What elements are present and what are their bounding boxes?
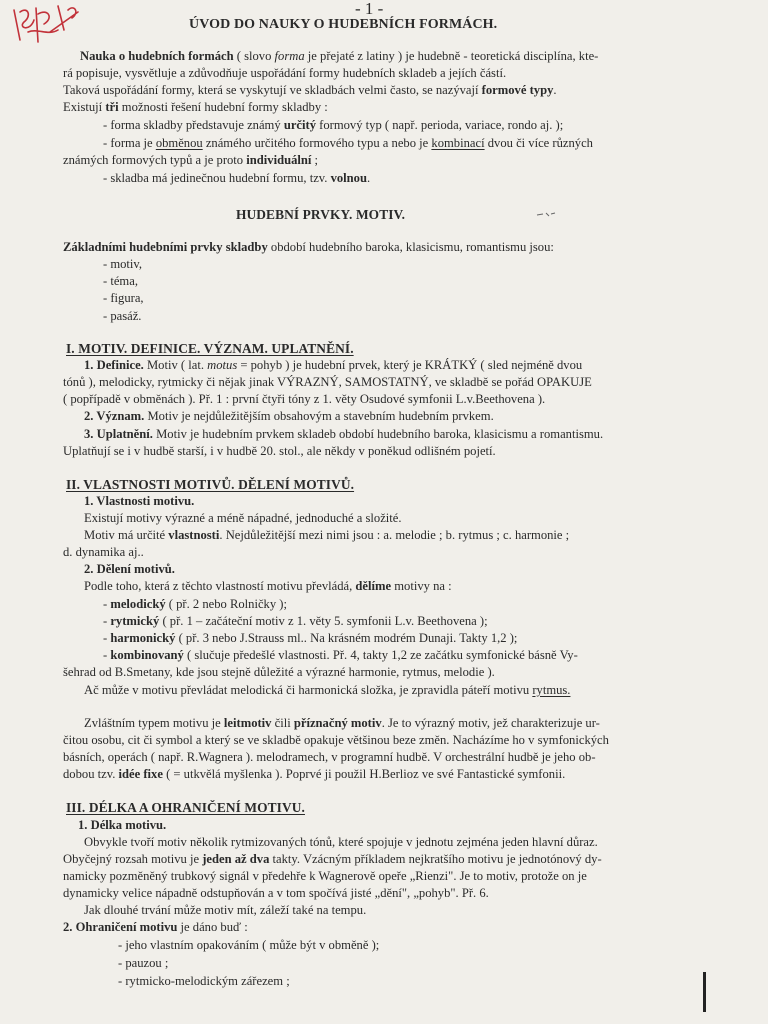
uplatneni-line-2: Uplatňují se i v hudbě starší, i v hudbě 20. stol., ale někdy v poněkud odlišném pojetí. bbox=[63, 444, 496, 458]
intro-line-1: Nauka o hudebních formách ( slovo forma je přejaté z latiny ) je hudebně - teoretická disciplína, kte- bbox=[80, 49, 599, 63]
motiv-type-melodicky: - melodický ( př. 2 nebo Rolničky ); bbox=[103, 597, 287, 611]
section-heading-3: III. DÉLKA A OHRANIČENÍ MOTIVU. bbox=[66, 800, 305, 815]
motiv-type-rytmicky: - rytmický ( př. 1 – začáteční motiv z 1. věty 5. symfonii L.v. Beethovena ); bbox=[103, 614, 488, 628]
motiv-type-harmonicky: - harmonický ( př. 3 nebo J.Strauss ml.. Na krásném modrém Dunaji. Takty 1,2 ); bbox=[103, 631, 518, 645]
prvky-item: - téma, bbox=[103, 274, 138, 288]
uplatneni-line-1: 3. Uplatnění. Motiv je hudebním prvkem skladeb období hudebního baroka, klasicismu a romantismu. bbox=[84, 427, 604, 441]
prvky-item: - motiv, bbox=[103, 257, 143, 271]
section-heading-1: I. MOTIV. DEFINICE. VÝZNAM. UPLATNĚNÍ. bbox=[66, 341, 354, 356]
section-heading-prvky: HUDEBNÍ PRVKY. MOTIV. bbox=[236, 207, 406, 222]
intro-bullet-3: - skladba má jedinečnou hudební formu, tzv. volnou. bbox=[103, 171, 371, 185]
subheading-delka: 1. Délka motivu. bbox=[78, 818, 167, 832]
page-title: ÚVOD DO NAUKY O HUDEBNÍCH FORMÁCH. bbox=[189, 17, 498, 32]
delka-line-3: namicky pozměněný trubkový signál v předehře k Wagnerově opeře „Rienzi". Je to motiv, protože on je bbox=[63, 869, 587, 883]
vlastnosti-line-1: Existují motivy výrazné a méně nápadné, jednoduché a složité. bbox=[84, 511, 402, 525]
vyznam-line: 2. Význam. Motiv je nejdůležitějším obsahovým a stavebním hudebním prvkem. bbox=[84, 409, 494, 423]
prvky-item: - pasáž. bbox=[103, 309, 142, 323]
leitmotiv-line-1: Zvláštním typem motivu je leitmotiv čili příznačný motiv. Je to výrazný motiv, jež charakterizuje ur- bbox=[84, 716, 600, 730]
page-number: - 1 - bbox=[355, 0, 384, 18]
intro-line-3: Taková uspořádání formy, která se vyskytují ve skladbách velmi často, se nazývají formové typy. bbox=[63, 83, 557, 97]
rytmus-line: Ač může v motivu převládat melodická či harmonická složka, je zpravidla páteří motivu rytmus. bbox=[84, 683, 571, 697]
intro-bullet-2-cont: známých formových typů a je proto individuální ; bbox=[63, 153, 319, 167]
motiv-type-kombinovany-cont: šehrad od B.Smetany, kde jsou stejně důležité a výrazné harmonie, rytmus, melodie ). bbox=[63, 665, 495, 679]
motiv-type-kombinovany: - kombinovaný ( slučuje předešlé vlastnosti. Př. 4, takty 1,2 ze začátku symfonické básně Vy- bbox=[103, 648, 578, 662]
intro-line-4: Existují tři možnosti řešení hudební formy skladby : bbox=[63, 100, 328, 114]
delka-line-1: Obvykle tvoří motiv několik rytmizovaných tónů, které spojuje v jednotu zejména jeden hlavní důraz. bbox=[84, 835, 598, 849]
ohraniceni-item: - pauzou ; bbox=[118, 956, 169, 970]
intro-line-2: rá popisuje, vysvětluje a zdůvodňuje uspořádání formy hudebních skladeb a jejích částí. bbox=[63, 66, 507, 80]
delka-line-4: dynamicky velice nápadně odstupňován a v tom spočívá jisté „dění", „pohyb". Př. 6. bbox=[63, 886, 489, 900]
prvky-intro-line: Základními hudebními prvky skladby období hudebního baroka, klasicismu, romantismu jsou: bbox=[63, 240, 554, 254]
handwritten-mark-icon bbox=[8, 2, 100, 48]
ohraniceni-item: - jeho vlastním opakováním ( může být v obměně ); bbox=[118, 938, 380, 952]
leitmotiv-line-4: dobou tzv. idée fixe ( = utkvělá myšlenka ). Poprvé ji použil H.Berlioz ve své Fantastické symfonii. bbox=[63, 767, 566, 781]
delka-line-2: Obyčejný rozsah motivu je jeden až dva takty. Vzácným příkladem nejkratšího motivu je jednotónový dy- bbox=[63, 852, 602, 866]
subheading-deleni: 2. Dělení motivů. bbox=[84, 562, 175, 576]
ink-speck-icon bbox=[535, 210, 557, 218]
scan-edge-mark bbox=[703, 972, 706, 1012]
section-heading-2: II. VLASTNOSTI MOTIVŮ. DĚLENÍ MOTIVŮ. bbox=[66, 477, 355, 492]
deleni-intro-line: Podle toho, která z těchto vlastností motivu převládá, dělíme motivy na : bbox=[84, 579, 452, 593]
prvky-item: - figura, bbox=[103, 291, 144, 305]
leitmotiv-line-3: básních, operách ( např. R.Wagnera ). melodramech, v programní hudbě. V orchestrální hudbě je jeho ob- bbox=[63, 750, 596, 764]
intro-bullet-2: - forma je obměnou známého určitého formového typu a nebo je kombinací dvou či více různých bbox=[103, 136, 593, 150]
definice-line-1: 1. Definice. Motiv ( lat. motus = pohyb ) je hudební prvek, který je KRÁTKÝ ( sled nejméně dvou bbox=[84, 358, 583, 372]
definice-line-2: tónů ), melodicky, rytmicky či nějak jinak VÝRAZNÝ, SAMOSTATNÝ, ve skladbě se pořád OPAKUJE bbox=[63, 375, 592, 389]
ohraniceni-item: - rytmicko-melodickým zářezem ; bbox=[118, 974, 290, 988]
definice-line-3: ( popřípadě v obměnách ). Př. 1 : první čtyři tóny z 1. věty Osudové symfonii L.v.Beethovena ). bbox=[63, 392, 546, 406]
subheading-vlastnosti: 1. Vlastnosti motivu. bbox=[84, 494, 195, 508]
ohraniceni-line: 2. Ohraničení motivu je dáno buď : bbox=[63, 920, 248, 934]
vlastnosti-line-3: d. dynamika aj.. bbox=[63, 545, 144, 559]
leitmotiv-line-2: čitou osobu, cit či symbol a který se ve skladbě opakuje většinou beze změn. Nacházíme ho v symfonických bbox=[63, 733, 609, 747]
vlastnosti-line-2: Motiv má určité vlastnosti. Nejdůležitější mezi nimi jsou : a. melodie ; b. rytmus ; c. harmonie ; bbox=[84, 528, 570, 542]
intro-bullet-1: - forma skladby představuje známý určitý formový typ ( např. perioda, variace, rondo aj. ); bbox=[103, 118, 564, 132]
delka-line-5: Jak dlouhé trvání může motiv mít, záleží také na tempu. bbox=[84, 903, 367, 917]
